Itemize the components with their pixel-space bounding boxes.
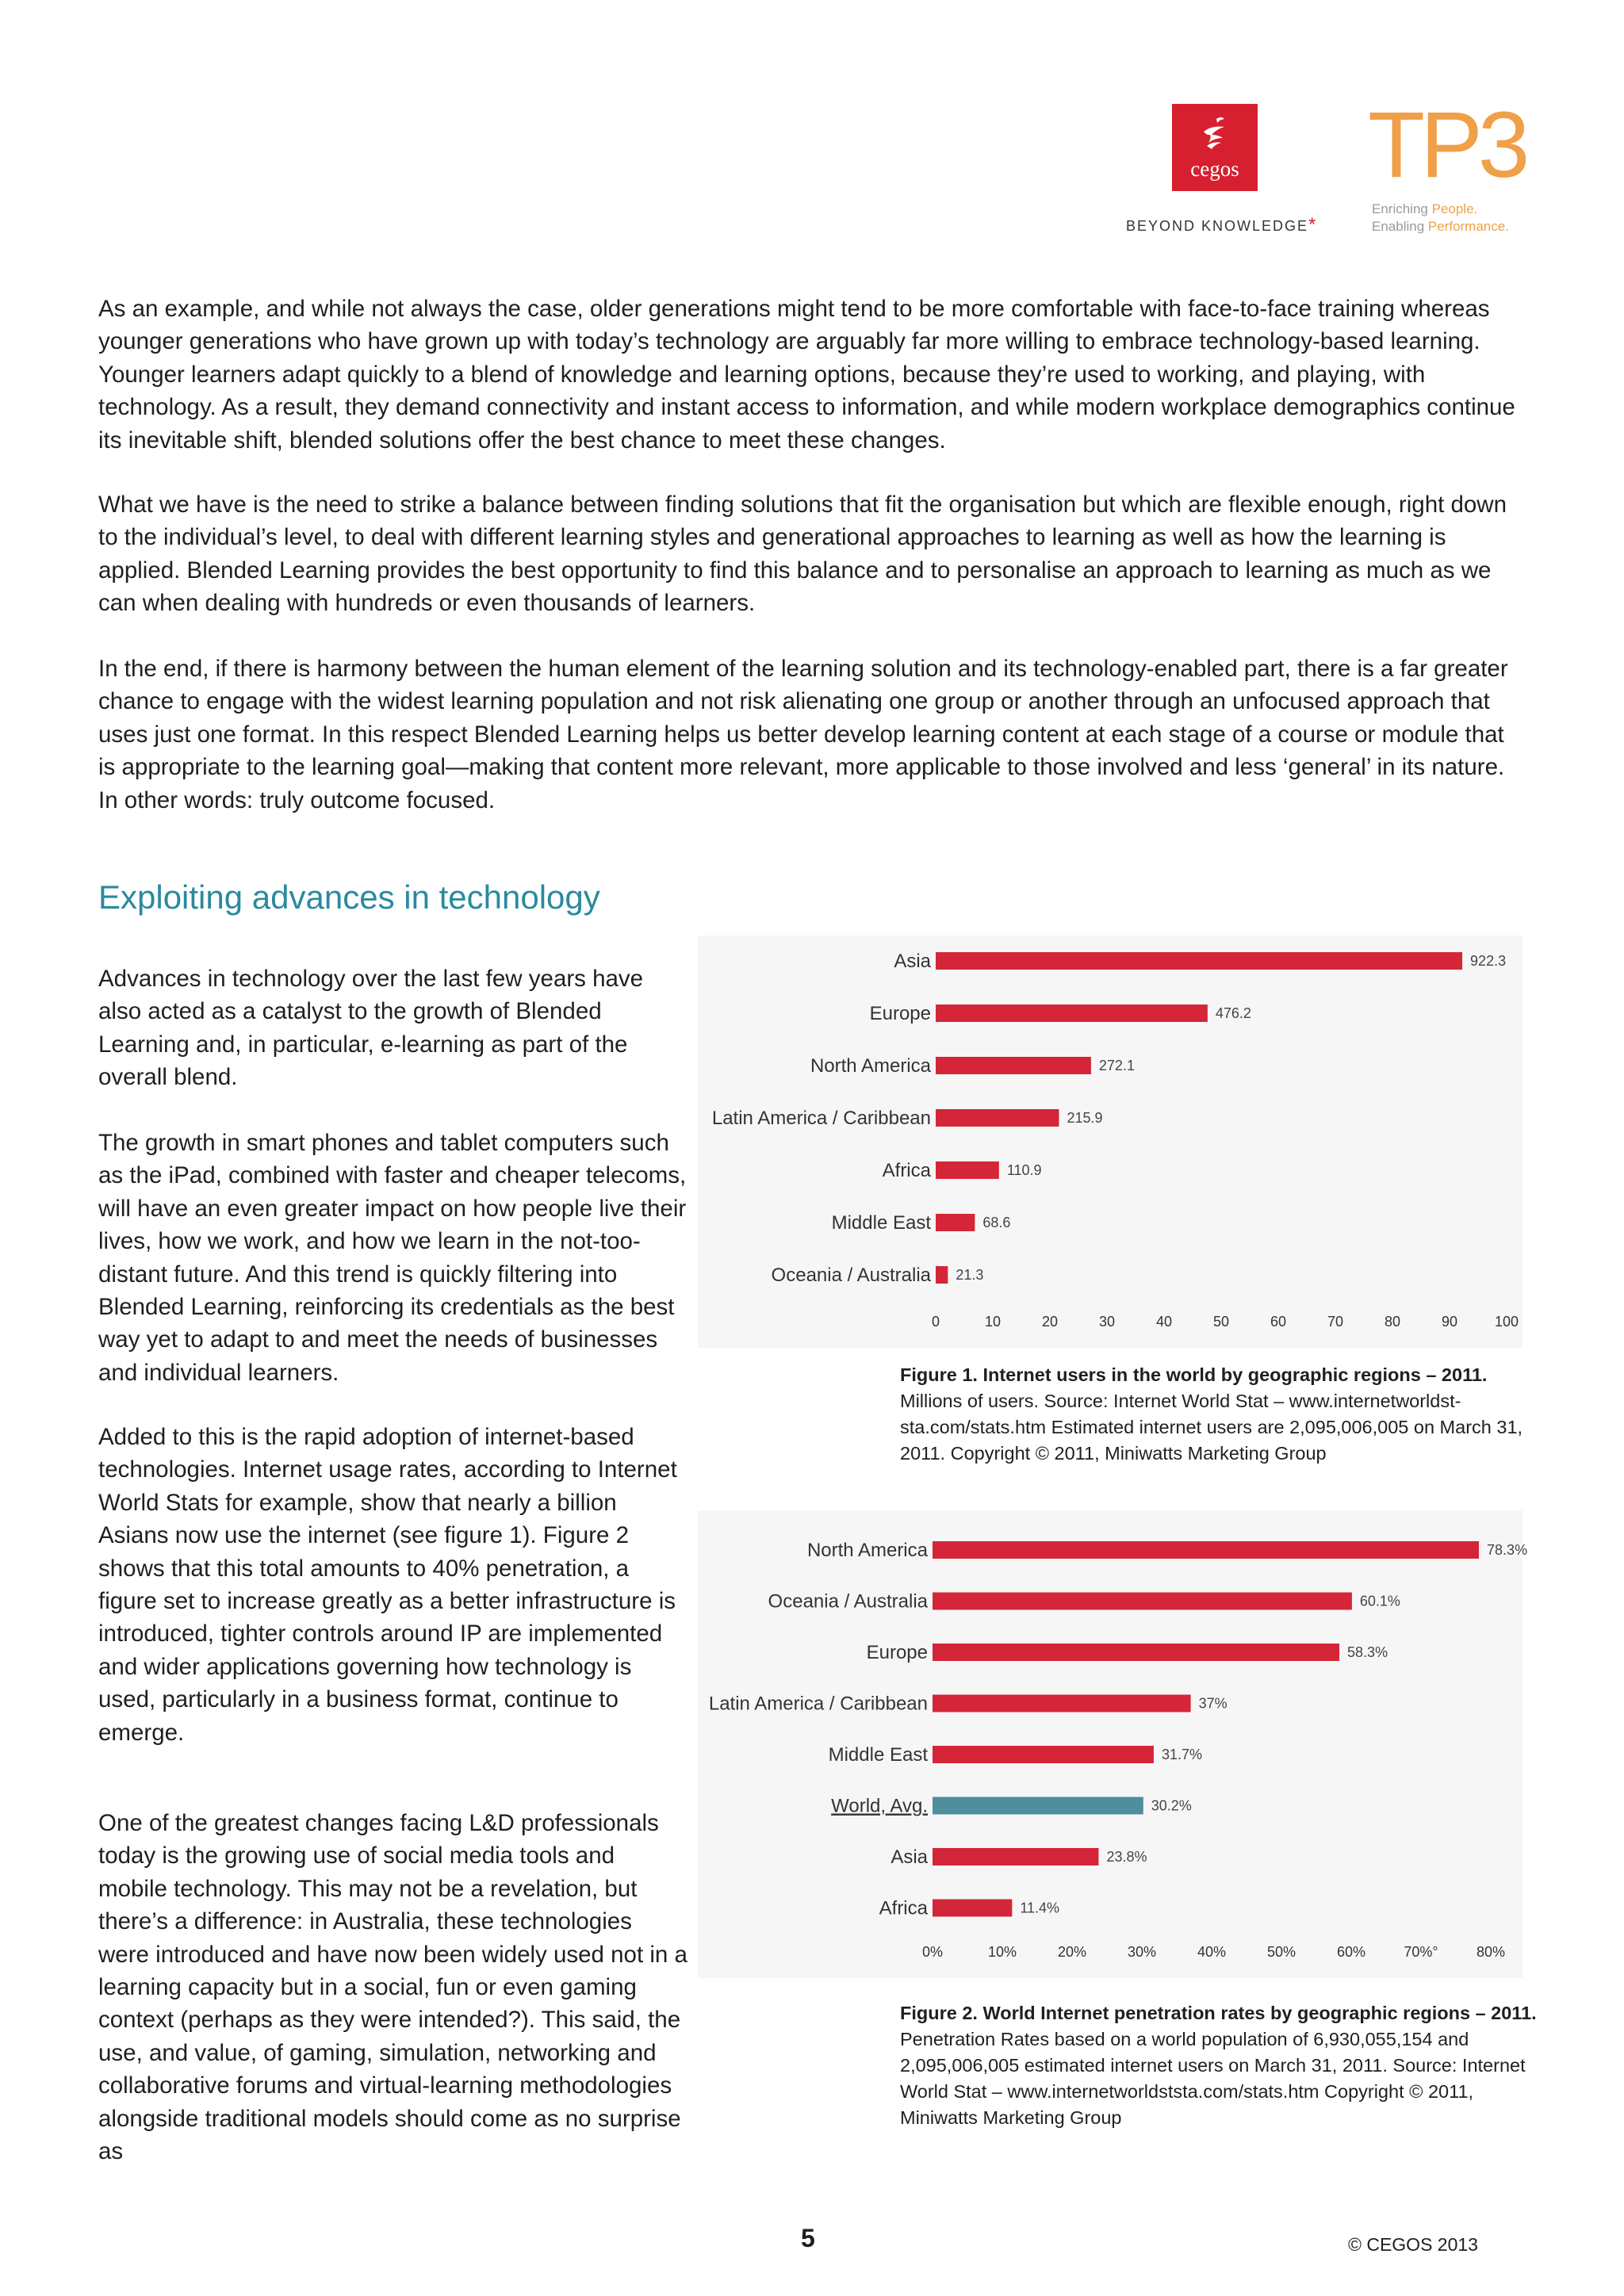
figure-1-panel bbox=[698, 936, 1522, 1348]
bar bbox=[933, 1797, 1143, 1815]
figure-1-caption bbox=[900, 1362, 1550, 1467]
category-label: Asia bbox=[891, 1846, 928, 1868]
tp3-line1: Enriching bbox=[1372, 201, 1432, 216]
tick-label: 50 bbox=[1212, 1314, 1230, 1330]
category-label: North America bbox=[806, 1540, 928, 1561]
bar bbox=[936, 1004, 1208, 1022]
paragraph-1: As an example, and while not always the case, older generations might tend to be more comfortable with face-to-face training whereas younger generations who have grown up with today’s technology are arguably far more willing to embrace technology-based learning. Younger learners adapt quickly to a blend of knowledge and learning options, because they’re used to working, and playing, with technology. As a result, they demand connectivity and instant access to information, and while modern workplace demographics continue its inevitable shift, blended solutions offer the best chance to meet these changes. bbox=[98, 296, 1515, 453]
category-label: Europe bbox=[869, 1003, 931, 1024]
tick-label: 40 bbox=[1155, 1314, 1173, 1330]
bar bbox=[933, 1541, 1479, 1559]
tick-label: 10% bbox=[987, 1944, 1017, 1960]
tp3-logo bbox=[1368, 93, 1526, 197]
tick-label: 0% bbox=[921, 1944, 944, 1960]
tick-label: 60% bbox=[1336, 1944, 1366, 1960]
bar bbox=[936, 1266, 948, 1284]
category-label: Middle East bbox=[831, 1212, 931, 1234]
tick-label: 30% bbox=[1127, 1944, 1157, 1960]
figure-2-caption bbox=[900, 2000, 1550, 2131]
bar bbox=[933, 1746, 1154, 1763]
figure-2-caption-text: Penetration Rates based on a world population of 6,930,055,154 and 2,095,006,005 estimated internet users on March 31, 2011. Source: Internet World Stat – www.internetworldststa.com/stats.htm Copyright © 2011, Miniwatts Marketing Group bbox=[900, 2029, 1526, 2128]
tick-label: 0 bbox=[931, 1314, 940, 1330]
bar bbox=[933, 1695, 1191, 1712]
category-label: Middle East bbox=[828, 1744, 928, 1766]
category-label: Oceania / Australia bbox=[768, 1590, 928, 1613]
tp3-line1-accent: People. bbox=[1431, 201, 1478, 216]
tick-label: 80% bbox=[1476, 1944, 1506, 1960]
value-label: 476.2 bbox=[1215, 1005, 1251, 1021]
column-paragraph-2: The growth in smart phones and tablet computers such as the iPad, combined with faster and cheaper telecoms, will have an even greater impact on how people live their lives, how we work, and how we learn in the not-too-distant future. And this trend is quickly filtering into Blended Learning, reinforcing its credentials as the best way yet to adapt to and meet the needs of businesses and individual learners. bbox=[98, 1130, 687, 1386]
category-label: Europe bbox=[866, 1642, 928, 1663]
tp3-line2-accent: Performance. bbox=[1427, 219, 1509, 234]
bar bbox=[936, 1057, 1091, 1074]
tick-label: 20% bbox=[1057, 1944, 1087, 1960]
copyright: © CEGOS 2013 bbox=[1348, 2234, 1478, 2255]
cegos-tagline-text: BEYOND KNOWLEDGE bbox=[1126, 218, 1309, 234]
column-paragraph-1: Advances in technology over the last few years have also acted as a catalyst to the growth of Blended Learning and, in particular, e-learning as part of the overall blend. bbox=[98, 966, 644, 1091]
value-label: 110.9 bbox=[1006, 1162, 1042, 1178]
bar bbox=[936, 1161, 999, 1179]
bar bbox=[936, 1214, 975, 1231]
value-label: 37% bbox=[1198, 1695, 1228, 1712]
tick-label: 40% bbox=[1197, 1944, 1227, 1960]
tick-label: 100 bbox=[1494, 1314, 1519, 1330]
figure-2-chart bbox=[698, 1510, 1528, 1978]
value-label: 60.1% bbox=[1359, 1593, 1400, 1609]
bar bbox=[936, 952, 1462, 970]
value-label: 30.2% bbox=[1151, 1797, 1192, 1814]
value-label: 11.4% bbox=[1020, 1900, 1060, 1916]
tick-label: 50% bbox=[1266, 1944, 1297, 1960]
tp3-line2: Enabling bbox=[1372, 219, 1428, 234]
column-paragraph-4: One of the greatest changes facing L&D professionals today is the growing use of social media tools and mobile technology. This may not be a revelation, but there’s a difference: in Australia, these technologies were introduced and have now been widely used not in a learning capacity but in a social, fun or even gaming context (perhaps as they were intended?). This said, the use, and value, of gaming, simulation, networking and collaborative forums and virtual-learning methodologies alongside traditional models should come as no surprise as bbox=[98, 1810, 688, 2165]
page-number: 5 bbox=[801, 2224, 815, 2252]
category-label: Latin America / Caribbean bbox=[708, 1693, 928, 1715]
category-label: Latin America / Caribbean bbox=[711, 1108, 931, 1129]
paragraph-3: In the end, if there is harmony between the human element of the learning solution and its technology-enabled part, there is a far greater chance to engage with the widest learning population and not risk alienating one group or another through an unfocused approach that uses just one format. In this respect Blended Learning helps us better develop learning content at each stage of a course or module that is appropriate to the learning goal—making that content more relevant, more applicable to those involved and less ‘general’ in its nature. In other words: truly outcome focused. bbox=[98, 656, 1508, 813]
value-label: 31.7% bbox=[1161, 1747, 1203, 1762]
figure-2-panel bbox=[698, 1510, 1528, 1978]
tick-label: 10 bbox=[984, 1314, 1002, 1330]
category-label: North America bbox=[810, 1055, 931, 1077]
category-label: Oceania / Australia bbox=[771, 1265, 931, 1286]
bar bbox=[933, 1900, 1012, 1917]
figure-1-chart bbox=[698, 936, 1522, 1348]
value-label: 272.1 bbox=[1098, 1058, 1135, 1073]
category-label: Africa bbox=[879, 1897, 928, 1919]
column-paragraph-3: Added to this is the rapid adoption of internet-based technologies. Internet usage rates, according to Internet World Stats for example, show that nearly a billion Asians now use the internet (see figure 1). Figure 2 shows that this total amounts to 40% penetration, a figure set to increase greatly as a better infrastructure is introduced, tighter controls around IP are implemented and wider applications governing how technology is used, particularly in a business format, continue to emerge. bbox=[98, 1424, 677, 1746]
value-label: 78.3% bbox=[1487, 1542, 1528, 1558]
tagline-star-icon: * bbox=[1308, 214, 1318, 235]
bar bbox=[933, 1593, 1352, 1610]
tick-label: 80 bbox=[1384, 1314, 1401, 1330]
tick-label: 60 bbox=[1270, 1314, 1287, 1330]
tp3-tagline bbox=[1372, 201, 1509, 235]
cegos-tagline bbox=[1126, 214, 1317, 236]
figure-1-caption-text: Millions of users. Source: Internet World Stat – www.internetworldst-sta.com/stats.htm Estimated internet users are 2,095,006,005 on March 31, 2011. Copyright © 2011, Miniwatts Marketing Group bbox=[900, 1391, 1523, 1464]
cegos-logo bbox=[1172, 104, 1258, 191]
tick-label: 70%° bbox=[1404, 1944, 1438, 1960]
section-heading: Exploiting advances in technology bbox=[98, 878, 600, 916]
paragraph-2: What we have is the need to strike a balance between finding solutions that fit the organisation but which are flexible enough, right down to the individual’s level, to deal with different learning styles and generational approaches to learning as well as how the learning is applied. Blended Learning provides the best opportunity to find this balance and to personalise an approach to learning as much as we can when dealing with hundreds or even thousands of learners. bbox=[98, 492, 1507, 617]
category-label: World, Avg. bbox=[831, 1795, 928, 1817]
bar bbox=[933, 1644, 1339, 1661]
cegos-figure-icon bbox=[1193, 114, 1237, 154]
bar bbox=[933, 1848, 1098, 1866]
value-label: 68.6 bbox=[982, 1215, 1011, 1230]
value-label: 215.9 bbox=[1067, 1110, 1103, 1126]
value-label: 58.3% bbox=[1347, 1644, 1388, 1660]
tick-label: 70 bbox=[1327, 1314, 1344, 1330]
value-label: 21.3 bbox=[956, 1267, 984, 1283]
category-label: Asia bbox=[894, 951, 931, 972]
figure-1-caption-title: Figure 1. Internet users in the world by geographic regions – 2011. bbox=[900, 1364, 1488, 1385]
value-label: 922.3 bbox=[1470, 953, 1507, 969]
tick-label: 20 bbox=[1041, 1314, 1059, 1330]
tp3-logo-text: TP3 bbox=[1368, 93, 1526, 197]
category-label: Africa bbox=[882, 1160, 931, 1181]
value-label: 23.8% bbox=[1106, 1849, 1147, 1865]
cegos-logo-text: cegos bbox=[1190, 156, 1239, 181]
tick-label: 30 bbox=[1098, 1314, 1116, 1330]
tick-label: 90 bbox=[1441, 1314, 1458, 1330]
figure-2-caption-title: Figure 2. World Internet penetration rates by geographic regions – 2011. bbox=[900, 2003, 1537, 2023]
bar bbox=[936, 1109, 1059, 1127]
